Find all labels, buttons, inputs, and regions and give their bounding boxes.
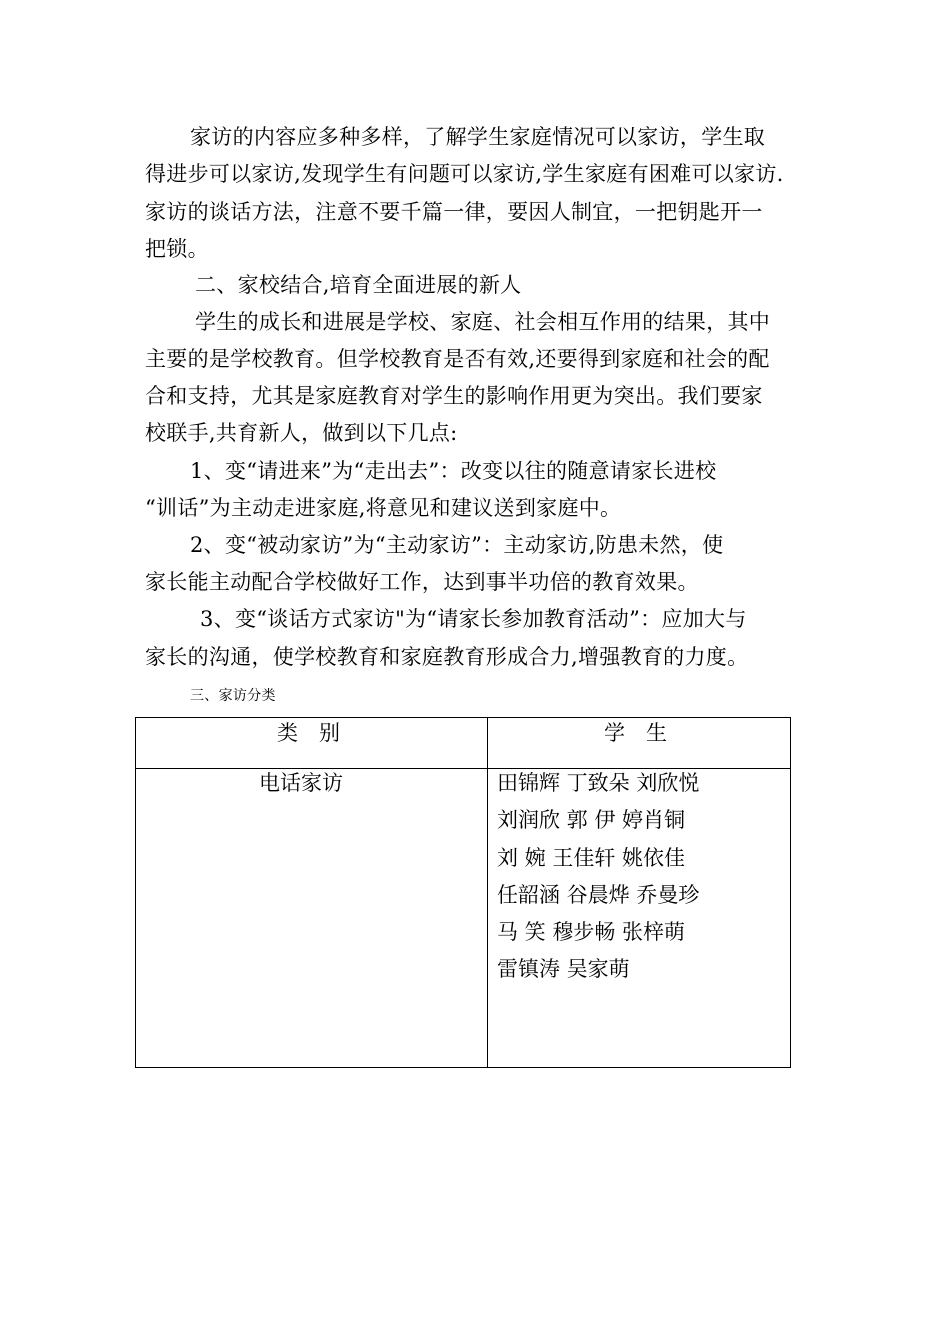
paragraph-line: 主要的是学校教育。但学校教育是否有效,还要得到家庭和社会的配 [145,347,770,371]
visit-category-table [135,717,791,1068]
paragraph-line: 校联手,共育新人，做到以下几点: [145,421,458,445]
list-item-line: 3、变“谈话方式家访"为“请家长参加教育活动”：应加大与 [200,607,747,631]
paragraph-line: 家访的谈话方法，注意不要千篇一律，要因人制宜，一把钥匙开一 [145,200,763,224]
paragraph-line: 家访的内容应多种多样，了解学生家庭情况可以家访，学生取 [190,125,766,149]
table-divider [136,768,790,769]
student-names-line: 雷镇涛 吴家萌 [497,957,630,981]
table-cell-category: 电话家访 [259,771,343,795]
table-divider [487,718,488,1067]
paragraph-line: 把锁。 [145,237,209,261]
list-item-line: 家长能主动配合学校做好工作，达到事半功倍的教育效果。 [145,570,699,594]
section-heading: 三、家访分类 [190,688,276,704]
student-names-line: 任韶涵 谷晨烨 乔曼珍 [497,883,700,907]
list-item-line: “训话”为主动走进家庭,将意见和建议送到家庭中。 [145,496,622,520]
list-item-line: 2、变“被动家访”为“主动家访”：主动家访,防患未然，使 [190,533,724,557]
student-names-line: 田锦辉 丁致朵 刘欣悦 [497,771,700,795]
student-names-line: 刘润欣 郭 伊 婷肖铜 [497,808,686,832]
list-item-line: 家长的沟通，使学校教育和家庭教育形成合力,增强教育的力度。 [145,645,749,669]
paragraph-line: 学生的成长和进展是学校、家庭、社会相互作用的结果，其中 [195,310,771,334]
student-names-line: 马 笑 穆步畅 张梓萌 [497,920,686,944]
table-header-category: 类 别 [277,721,340,745]
section-heading: 二、家校结合,培育全面进展的新人 [195,273,522,297]
student-names-line: 刘 婉 王佳轩 姚依佳 [497,846,686,870]
paragraph-line: 得进步可以家访,发现学生有问题可以家访,学生家庭有困难可以家访. [145,162,784,186]
table-header-students: 学 生 [604,721,667,745]
list-item-line: 1、变“请进来”为“走出去”：改变以往的随意请家长进校 [190,459,717,483]
paragraph-line: 合和支持，尤其是家庭教育对学生的影响作用更为突出。我们要家 [145,384,763,408]
